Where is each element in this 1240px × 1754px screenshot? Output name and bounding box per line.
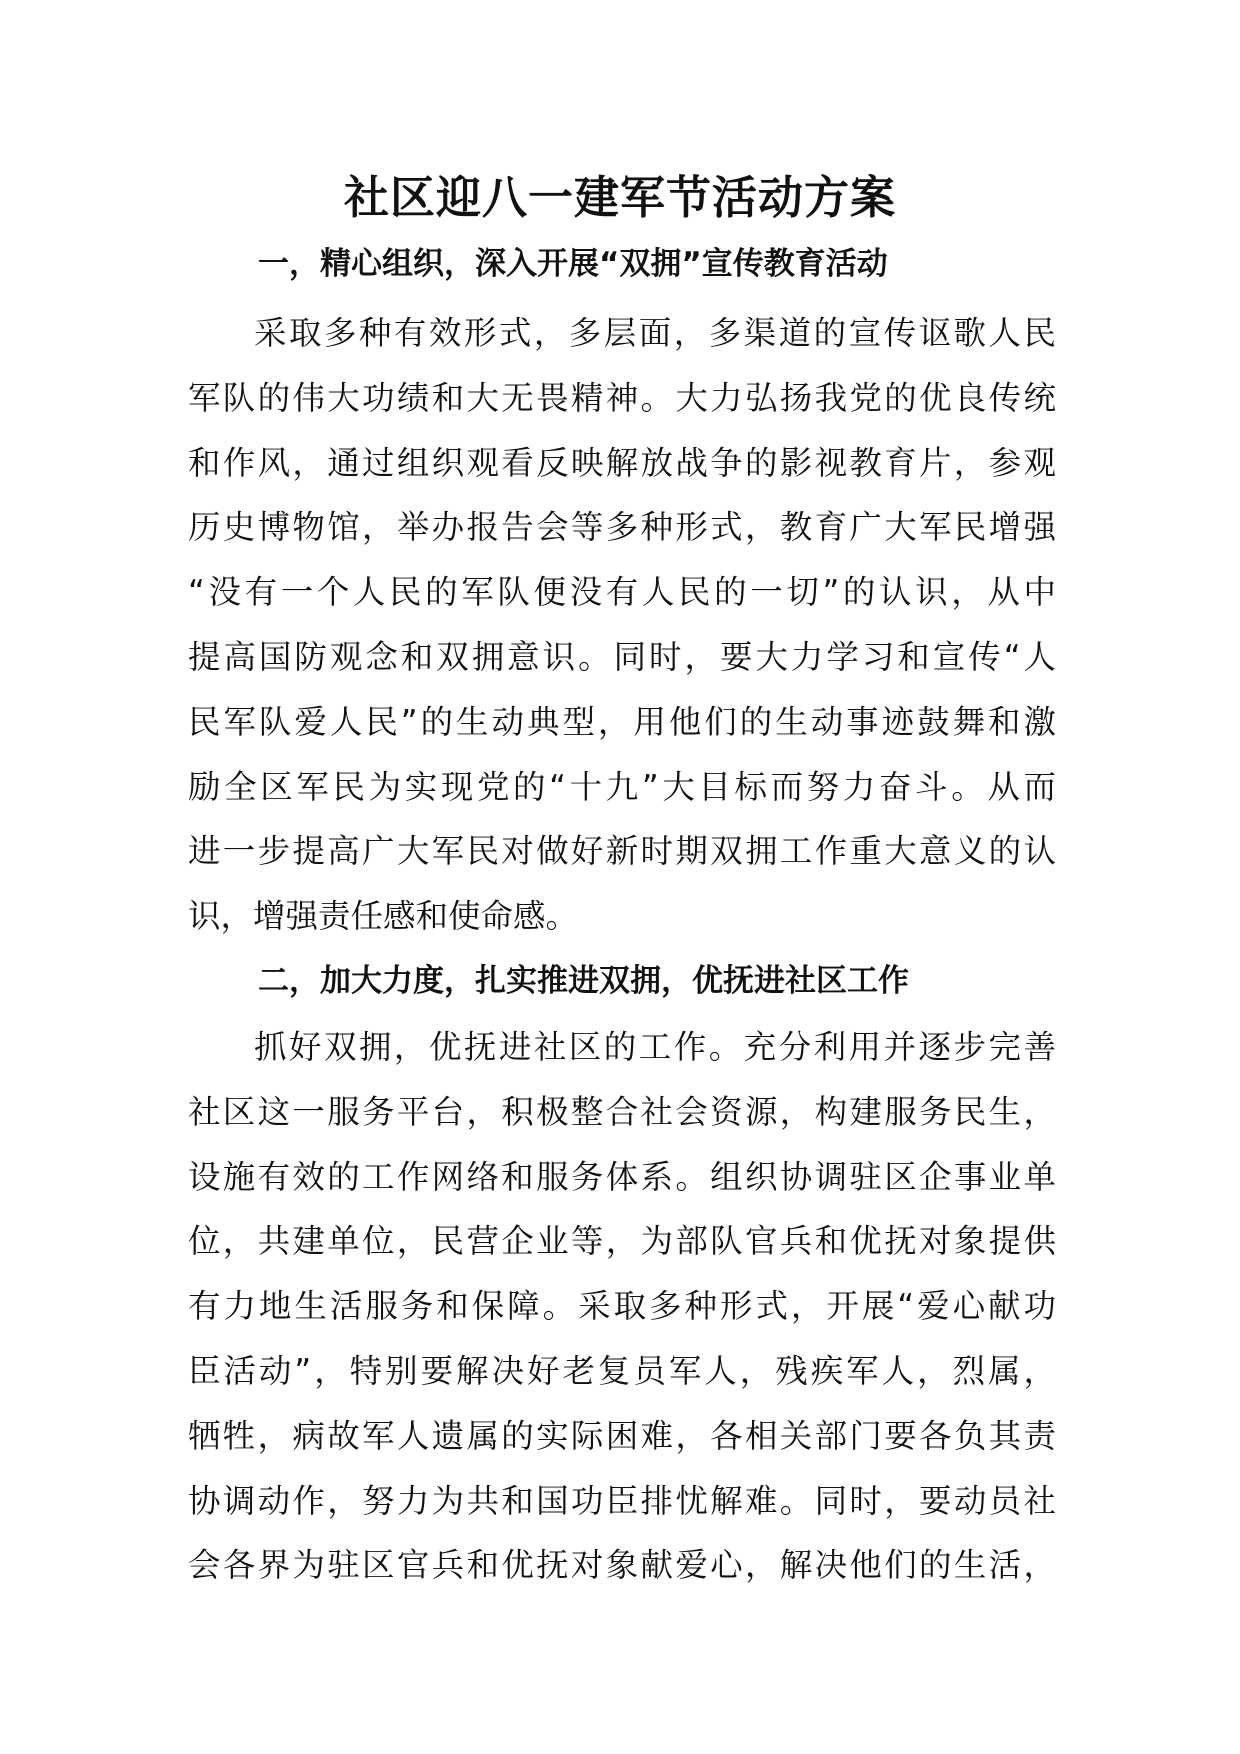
paragraph-line: 位，共建单位，民营企业等，为部队官兵和优抚对象提供	[188, 1222, 1056, 1261]
paragraph-line: 社区这一服务平台，积极整合社会资源，构建服务民生，	[188, 1092, 1056, 1131]
paragraph-line: 和作风，通过组织观看反映解放战争的影视教育片，参观	[188, 443, 1056, 482]
paragraph-line: 协调动作，努力为共和国功臣排忧解难。同时，要动员社	[188, 1481, 1056, 1520]
paragraph-line: 民军队爱人民”的生动典型，用他们的生动事迹鼓舞和激	[188, 702, 1056, 741]
paragraph-line: 励全区军民为实现党的“十九”大目标而努力奋斗。从而	[188, 767, 1056, 806]
paragraph-line: 臣活动”，特别要解决好老复员军人，残疾军人，烈属，	[188, 1351, 1056, 1390]
paragraph-line: 有力地生活服务和保障。采取多种形式，开展“爱心献功	[188, 1287, 1056, 1326]
section-2-paragraph	[188, 1015, 1056, 1598]
section-1-heading: 一，精心组织，深入开展“双拥”宣传教育活动	[258, 246, 888, 282]
paragraph-line: “没有一个人民的军队便没有人民的一切”的认识，从中	[188, 573, 1056, 612]
paragraph-line: 会各界为驻区官兵和优抚对象献爱心，解决他们的生活，	[188, 1546, 1056, 1585]
paragraph-line: 抓好双拥，优抚进社区的工作。充分利用并逐步完善	[254, 1028, 1056, 1066]
paragraph-line: 进一步提高广大军民对做好新时期双拥工作重大意义的认	[188, 832, 1056, 871]
paragraph-line: 识，增强责任感和使命感。	[188, 897, 579, 936]
document-title: 社区迎八一建军节活动方案	[343, 171, 896, 224]
paragraph-line: 历史博物馆，举办报告会等多种形式，教育广大军民增强	[188, 508, 1056, 547]
section-2-heading: 二，加大力度，扎实推进双拥，优抚进社区工作	[258, 963, 909, 999]
section-1-paragraph	[188, 301, 1056, 949]
paragraph-line: 设施有效的工作网络和服务体系。组织协调驻区企事业单	[188, 1157, 1056, 1196]
paragraph-line: 军队的伟大功绩和大无畏精神。大力弘扬我党的优良传统	[188, 378, 1056, 417]
paragraph-line: 牺牲，病故军人遗属的实际困难，各相关部门要各负其责	[188, 1416, 1056, 1455]
paragraph-line: 提高国防观念和双拥意识。同时，要大力学习和宣传“人	[188, 637, 1056, 676]
paragraph-line: 采取多种有效形式，多层面，多渠道的宣传讴歌人民	[254, 314, 1056, 352]
